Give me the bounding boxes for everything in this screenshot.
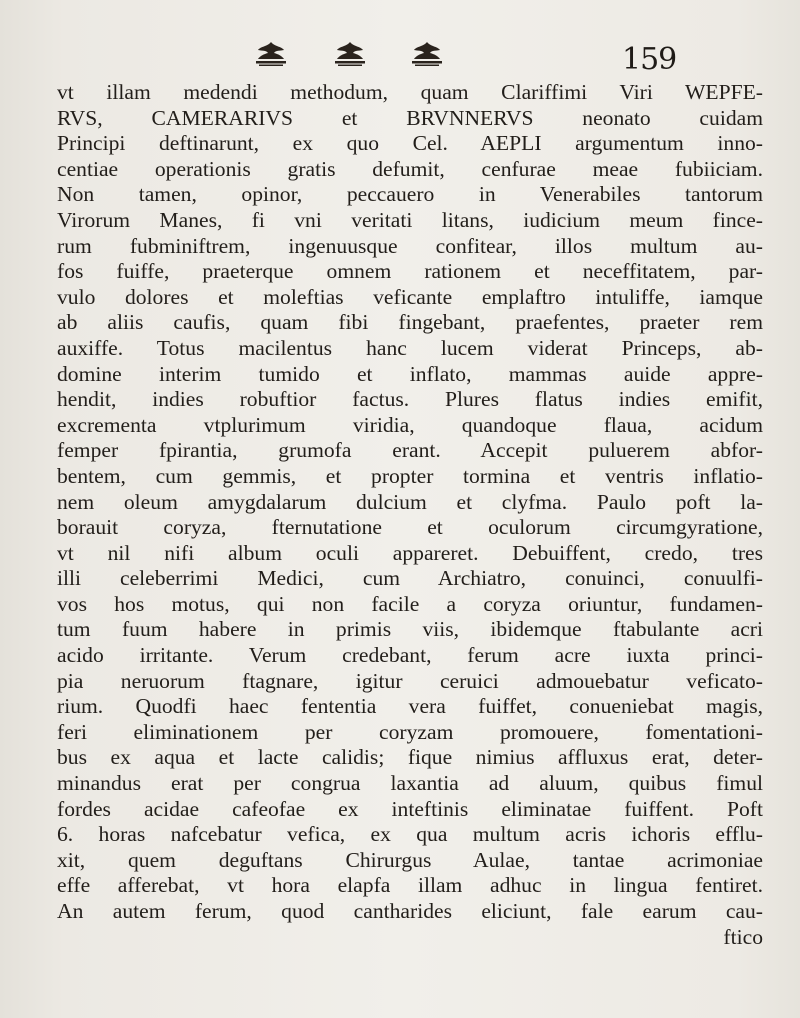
fleuron-icon-graphic	[408, 38, 446, 68]
text-line: borauit coryza, fternutatione et oculorum circumgyratione,	[57, 515, 763, 540]
text-line: domine interim tumido et inflato, mammas auide appre-	[57, 361, 763, 386]
text-line: excrementa vtplurimum viridia, quandoque flaua, acidum	[57, 412, 763, 437]
text-line: fos fuiffe, praeterque omnem rationem et neceffitatem, par-	[57, 259, 763, 284]
body-text	[57, 80, 763, 950]
text-line: rum fubminiftrem, ingenuusque confitear, illos multum au-	[57, 233, 763, 258]
text-line: femper fpirantia, grumofa erant. Accepit puluerem abfor-	[57, 438, 763, 463]
text-line: vos hos motus, qui non facile a coryza oriuntur, fundamen-	[57, 591, 763, 616]
text-line: nem oleum amygdalarum dulcium et clyfma. Paulo poft la-	[57, 489, 763, 514]
catchword: ftico	[723, 924, 763, 949]
fleuron-icon	[408, 38, 446, 68]
text-line: vulo dolores et moleftias veficante emplaftro intuliffe, iamque	[57, 284, 763, 309]
fleuron-icon-graphic	[331, 38, 369, 68]
text-line: feri eliminationem per coryzam promouere, fomentationi-	[57, 719, 763, 744]
text-line: acido irritante. Verum credebant, ferum acre iuxta princi-	[57, 643, 763, 668]
text-line: illi celeberrimi Medici, cum Archiatro, conuinci, conuulfi-	[57, 566, 763, 591]
text-line: ab aliis caufis, quam fibi fingebant, praefentes, praeter rem	[57, 310, 763, 335]
fleuron-icon	[331, 38, 369, 68]
fleuron-icon	[252, 38, 290, 68]
text-line: An autem ferum, quod cantharides eliciunt, fale earum cau-	[57, 899, 763, 923]
text-line: fordes acidae cafeofae ex inteftinis eliminatae fuiffent. Poft	[57, 796, 763, 821]
text-line: minandus erat per congrua laxantia ad aluum, quibus fimul	[57, 771, 763, 796]
text-line: RVS, CAMERARIVS et BRVNNERVS neonato cuidam	[57, 105, 763, 130]
text-line: effe afferebat, vt hora elapfa illam adhuc in lingua fentiret.	[57, 873, 763, 898]
text-line: tum fuum habere in primis viis, ibidemque ftabulante acri	[57, 617, 763, 642]
text-line: centiae operationis gratis defumit, cenfurae meae fubiiciam.	[57, 156, 763, 181]
fleuron-icon-graphic	[252, 38, 290, 68]
text-line: bentem, cum gemmis, et propter tormina et ventris inflatio-	[57, 463, 763, 488]
text-line: bus ex aqua et lacte calidis; fique nimius affluxus erat, deter-	[57, 745, 763, 770]
text-line: 6. horas nafcebatur vefica, ex qua multum acris ichoris efflu-	[57, 822, 763, 847]
text-line: Non tamen, opinor, peccauero in Venerabiles tantorum	[57, 182, 763, 207]
text-line: pia neruorum ftagnare, igitur ceruici admouebatur veficato-	[57, 668, 763, 693]
text-line: Principi deftinarunt, ex quo Cel. AEPLI argumentum inno-	[57, 131, 763, 156]
text-line: vt illam medendi methodum, quam Clariffimi Viri WEPFE-	[57, 80, 763, 104]
text-line: rium. Quodfi haec fententia vera fuiffet, conueniebat magis,	[57, 694, 763, 719]
text-line: hendit, indies robuftior factus. Plures flatus indies emifit,	[57, 387, 763, 412]
text-line: Virorum Manes, fi vni veritati litans, iudicium meum fince-	[57, 207, 763, 232]
page-number: 159	[622, 42, 677, 77]
text-line: auxiffe. Totus macilentus hanc lucem viderat Princeps, ab-	[57, 335, 763, 360]
text-line: xit, quem deguftans Chirurgus Aulae, tantae acrimoniae	[57, 847, 763, 872]
text-line: vt nil nifi album oculi appareret. Debuiffent, credo, tres	[57, 540, 763, 565]
